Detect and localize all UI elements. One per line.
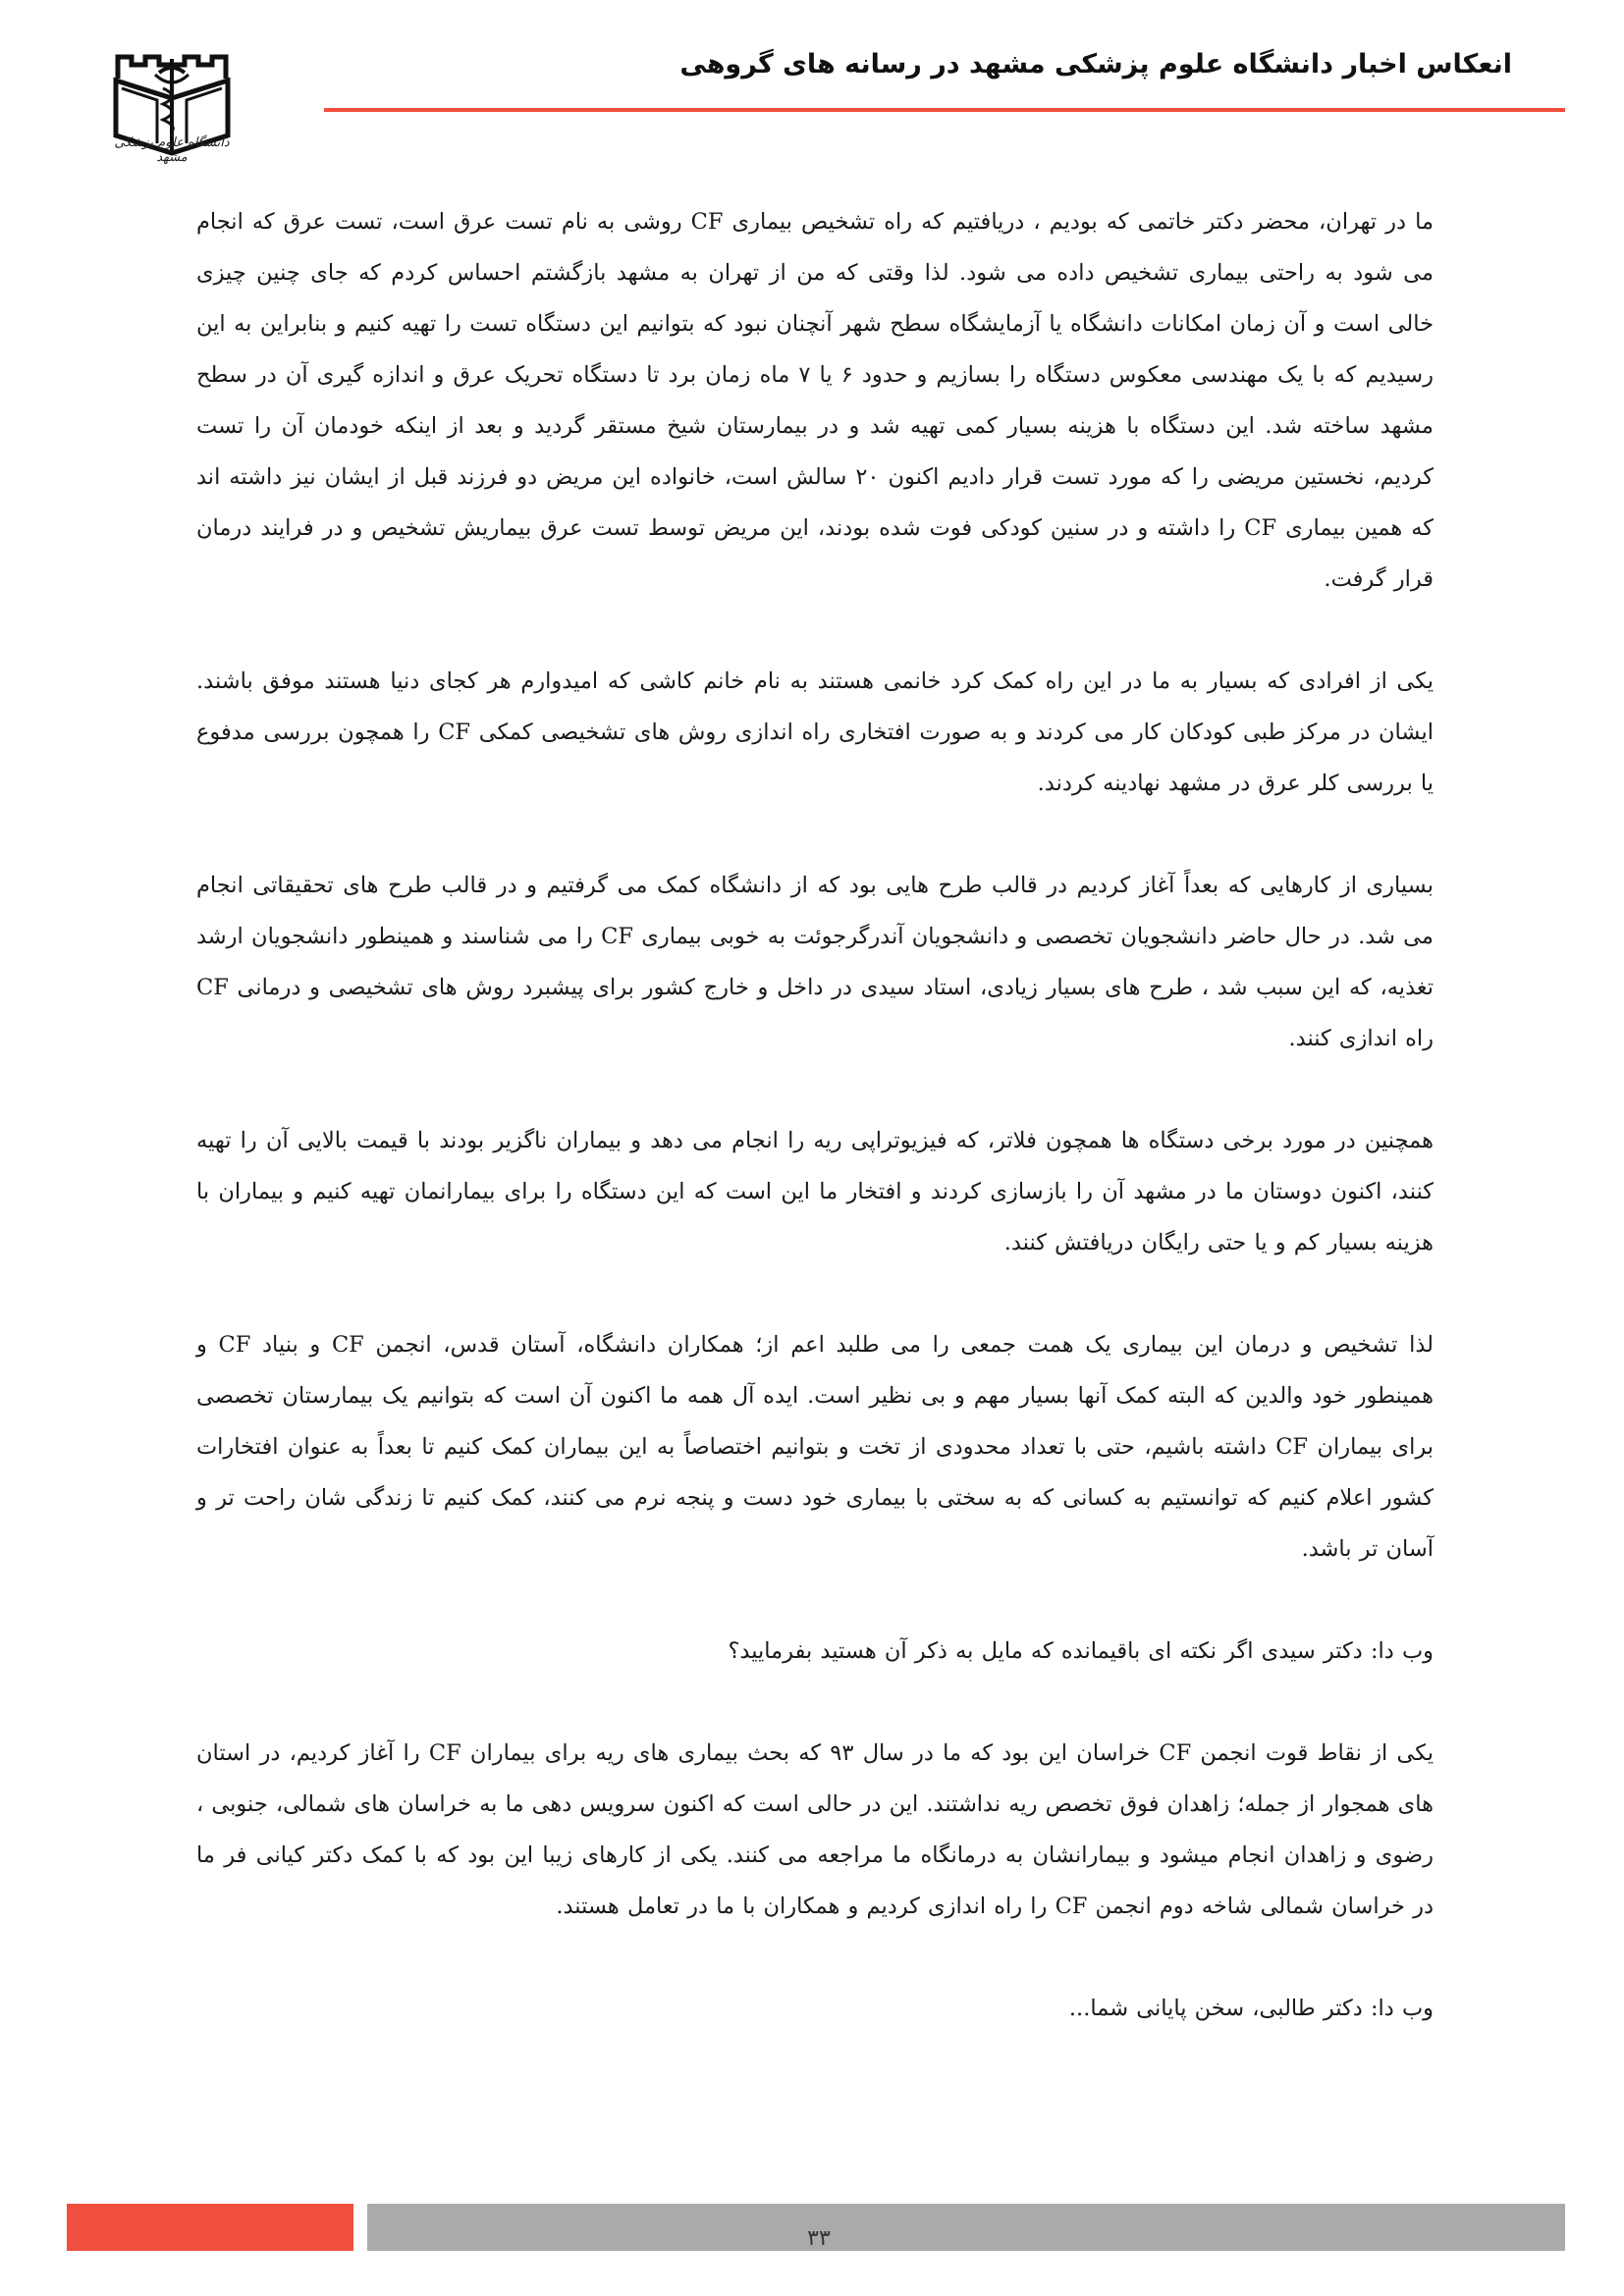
article-paragraph: یکی از نقاط قوت انجمن CF خراسان این بود که ما در سال ۹۳ که بحث بیماری های ریه برای بیماران CF را آغاز کردیم، در استان های همجوار از جمله؛ زاهدان فوق تخصص ریه نداشتند. این در حالی است که اکنون سرویس دهی ما به خراسان های شمالی، جنوبی ، رضوی و زاهدان انجام میشود و بیمارانشان به درمانگاه ما مراجعه می کنند. یکی از کارهای زیبا این بود که با کمک دکتر کیانی فر ما در خراسان شمالی شاخه دوم انجمن CF را راه اندازی کردیم و همکاران با ما در تعامل هستند. [196,1740,1434,1919]
header-title: انعکاس اخبار دانشگاه علوم پزشکی مشهد در رسانه های گروهی [679,49,1512,80]
article-paragraph: همچنین در مورد برخی دستگاه ها همچون فلاتر، که فیزیوتراپی ریه را انجام می دهد و بیماران ناگزیر بودند با قیمت بالایی آن را تهیه کنند، اکنون دوستان ما در مشهد آن را بازسازی کردند و افتخار ما این است که این دستگاه را برای بیمارانمان تهیه کنیم و بیماران با هزینه بسیار کم و یا حتی رایگان دریافتش کنند. [196,1128,1434,1255]
article-paragraph: لذا تشخیص و درمان این بیماری یک همت جمعی را می طلبد اعم از؛ همکاران دانشگاه، آستان قدس، انجمن CF و بنیاد CF و همینطور خود والدین که البته کمک آنها بسیار مهم و بی نظیر است. ایده آل همه ما اکنون آن است که بتوانیم یک بیمارستان تخصصی برای بیماران CF داشته باشیم، حتی با تعداد محدودی از تخت و بتوانیم اختصاصاً به این بیماران کمک کنیم تا بعداً به عنوان افتخارات کشور اعلام کنیم که توانستیم به کسانی که به سختی با بیماری خود دست و پنجه نرم می کنند، کمک کنیم تا زندگی شان راحت تر و آسان تر باشد. [196,1332,1434,1562]
page-number: ۳۳ [807,2226,831,2251]
interview-question: وب دا: دکتر سیدی اگر نکته ای باقیمانده که مایل به ذکر آن هستید بفرمایید؟ [728,1638,1434,1664]
interview-question: وب دا: دکتر طالبی، سخن پایانی شما... [1068,1996,1434,2021]
article-body [196,196,1434,2085]
article-paragraph: بسیاری از کارهایی که بعداً آغاز کردیم در قالب طرح هایی بود که از دانشگاه کمک می گرفتیم و در قالب طرح های تحقیقاتی انجام می شد. در حال حاضر دانشجویان تخصصی و دانشجویان آندرگرجوئت به خوبی بیماری CF را می شناسند و همینطور دانشجویان ارشد تغذیه، که این سبب شد ، طرح های بسیار زیادی، استاد سیدی در داخل و خارج کشور برای پیشبرد روش های تشخیصی و درمانی CF راه اندازی کنند. [196,873,1434,1051]
footer-accent-bar [67,2204,353,2251]
header-divider [324,108,1565,112]
article-paragraph: ما در تهران، محضر دکتر خاتمی که بودیم ، دریافتیم که راه تشخیص بیماری CF روشی به نام تست عرق است، تست عرق که انجام می شود به راحتی بیماری تشخیص داده می شود. لذا وقتی که من از تهران به مشهد بازگشتم احساس کردم که جای چنین چیزی خالی است و آن زمان امکانات دانشگاه یا آزمایشگاه سطح شهر آنچنان نبود که بتوانیم این دستگاه تست را تهیه کنیم و بنابراین به این رسیدیم که با یک مهندسی معکوس دستگاه را بسازیم و حدود ۶ یا ۷ ماه زمان برد تا دستگاه تحریک عرق و اندازه گیری آن در سطح مشهد ساخته شد. این دستگاه با هزینه بسیار کمی تهیه شد و در بیمارستان شیخ مستقر گردید و بعد از اینکه خودمان آن را تست کردیم، نخستین مریضی را که مورد تست قرار دادیم اکنون ۲۰ سالش است، خانواده این مریض دو فرزند قبل از ایشان نیز داشته اند که همین بیماری CF را داشته و در سنین کودکی فوت شده بودند، این مریض توسط تست عرق بیماریش تشخیص و در فرایند درمان قرار گرفت. [196,209,1435,592]
logo-caption: دانشگاه علوم پزشکی مشهد [114,135,230,165]
article-paragraph: یکی از افرادی که بسیار به ما در این راه کمک کرد خانمی هستند به نام خانم کاشی که امیدوارم هر کجای دنیا هستند موفق باشند. ایشان در مرکز طبی کودکان کار می کردند و به صورت افتخاری راه اندازی روش های تشخیصی کمکی CF را همچون بررسی مدفوع یا بررسی کلر عرق در مشهد نهادینه کردند. [196,668,1434,796]
